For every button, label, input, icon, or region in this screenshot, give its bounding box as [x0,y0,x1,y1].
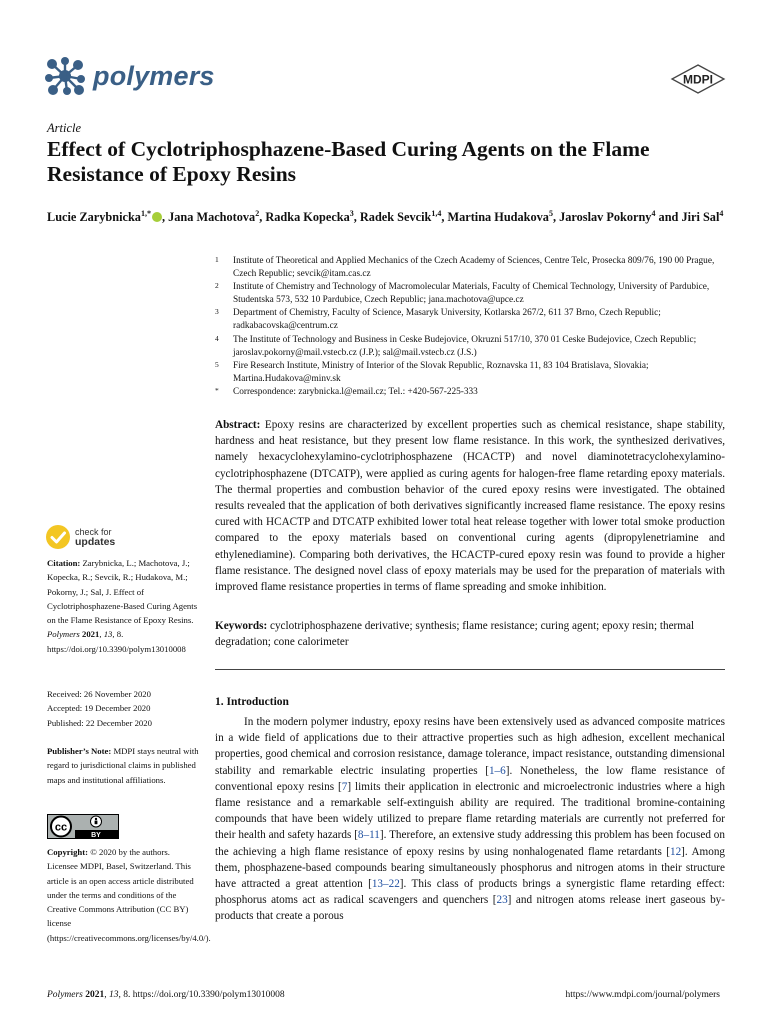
check-updates-line1: check for [75,527,112,537]
intro-text: ] limits their application in electronic and microelectronic industries where a high flame resistance and a remarkable self-extinguish ability are required. The traditional bromine-containing compounds that have been widely utilized to prepare flame retarding materials are currently not preferred for their health and safety hazards [ [215,780,725,842]
author-affiliation-marker: 4 [651,209,656,218]
section-heading: 1. Introduction [215,696,289,708]
cc-by-license-icon[interactable] [47,814,119,839]
author-name[interactable]: Lucie Zarybnicka [47,210,141,225]
polymers-molecule-icon [43,56,87,96]
copyright-text: © 2020 by the authors. Licensee MDPI, Basel, Switzerland. This article is an open access article distributed under the terms and conditions of the Creative Commons Attribution (CC BY) license (https://creativecommons.org/licenses/by/4.0/). [47,847,211,943]
affiliation-number: 2 [215,281,219,291]
publisher-note-label: Publisher’s Note: [47,746,112,756]
affiliation-text: Fire Research Institute, Ministry of Interior of the Slovak Republic, Roznavska 11, 83 104 Bratislava, Slovakia; Martina.Hudakova@minv.sk [233,360,649,384]
check-for-updates-badge[interactable] [45,524,115,550]
intro-paragraph [215,714,725,925]
author-affiliation-marker: 1,4 [431,209,442,218]
abstract [215,417,725,595]
abstract-text: Epoxy resins are characterized by excellent properties such as chemical resistance, shape stability, hardness and heat resistance, but they present low flame resistance. In this work, the synthesized derivatives, namely hexacyclohexylamino-cyclotriphosphazene (HCACTP) and novel diaminotetracyclohexylamino-cyclotriphosphazene (DTCATP), were applied as curing agents for halogen-free flame retarding epoxy materials. The thermal properties and combustion behavior of the cured epoxy resins were investigated. The obtained results revealed that the application of both derivatives significantly increased flame resistance. The epoxy resins cured with HCACTP and DTCATP exhibited lower total heat release together with lower total smoke production compared to the epoxy materials based on conventional curing agents (dipropylenetriamine and ethylenediamine). Comparing both derivatives, the HCACTP-cured epoxy resin was found to provide a higher flame resistance. The designed novel class of epoxy materials may be used for the preparation of materials with improved flame resistance properties in terms of flame spreading and smoke inhibition. [215,419,725,594]
intro-text: ]. Among them, phosphazene-based compounds bearing simultaneously phosphorus and nitrogen atoms in their structure have attracted a great attention [ [215,845,726,891]
intro-text: ]. This class of products brings a synergistic flame retarding effect: phosphorus atoms act as radical scavengers and quenchers [ [215,878,726,907]
citation-year: 2021 [81,629,100,640]
keywords-text: cyclotriphosphazene derivative; synthesis; flame resistance; curing agent; epoxy resin; thermal degradation; cone calorimeter [215,620,695,649]
affiliation-text: Department of Chemistry, Faculty of Science, Masaryk University, Kotlarska 267/2, 611 37 Brno, Czech Republic; radkabacovska@centrum.cz [233,308,661,332]
author-name[interactable]: Jana Machotova [168,210,256,225]
affiliation-item [215,334,725,360]
journal-logo[interactable] [43,56,215,96]
copyright-label: Copyright: [47,847,89,857]
citation-doi[interactable]: , 8. https://doi.org/10.3390/polym13010008 [47,629,186,654]
affiliation-list [215,255,725,399]
author-affiliation-marker: 1,* [140,209,151,218]
mdpi-logo-icon[interactable] [669,64,727,94]
citation-text: Zarybnicka, L.; Machotova, J.; Kopecka, R.; Sevcik, R.; Hudakova, M.; Pokorny, J.; Sal, J. Effect of Cyclotriphosphazene-Based Curing Agents on the Flame Resistance of Epoxy Resins. [47,558,198,626]
journal-name: polymers [93,60,215,91]
affiliation-item [215,255,725,281]
author-list: Lucie Zarybnicka$^{1,*}$ , Jana Machotova$^2$, Radka Kopecka$^3$, Radek Sevcik$^{1,4}$, Martina Hudakova$^5$, Jaroslav Pokorny$^4$ and Jiri Sal$^4$ [47,209,724,225]
affiliation-text: Correspondence: zarybnicka.l@email.cz; Tel.: +420-567-225-333 [233,386,478,397]
affiliation-number: 5 [215,359,219,369]
published-date: Published: 22 December 2020 [47,717,152,728]
cc-label: cc [54,821,68,834]
author-affiliation-marker: 5 [548,209,553,218]
author-name[interactable]: Martina Hudakova [447,210,549,225]
affiliation-text: Institute of Chemistry and Technology of Macromolecular Materials, Faculty of Chemical Technology, University of Pardubice, Studentska 573, 532 10 Pardubice, Czech Republic; jana.machotova@upce.cz [233,282,710,306]
author-name[interactable]: Radek Sevcik [359,210,432,225]
reference-link[interactable]: 1–6 [488,764,506,777]
affiliation-item [215,386,725,399]
cc-by-label: BY [91,832,101,839]
citation-block: Citation: Zarybnicka, L.; Machotova, J.; Kopecka, R.; Sevcik, R.; Hudakova, M.; Pokorny, J.; Sal, J. Effect of Cyclotriphosphazene-Based Curing Agents on the Flame Resistance of Epoxy Resins. Polymers 2021, 13, 8. https://doi.org/10.3390/polym13010008 [47,558,198,654]
affiliation-number: 3 [215,307,219,317]
author-affiliation-marker: 3 [349,209,354,218]
citation-journal: Polymers [47,629,80,640]
section-divider [215,669,725,670]
keywords-label: Keywords: [215,620,268,632]
footer-volume: 13 [109,990,119,1000]
intro-text: ]. Nonetheless, the low flame resistance of conventional epoxy resins [ [215,764,726,793]
intro-text: ] and nitrogen atoms release inert gaseous by-products that create a porous [215,894,725,923]
reference-link[interactable]: 23 [496,894,508,907]
publisher-text: MDPI [683,72,713,87]
publisher-note [47,744,202,787]
affiliation-number: 4 [215,333,219,343]
keywords [215,618,725,650]
author-name[interactable]: Jiri Sal [681,210,720,225]
footer-journal: Polymers [47,990,83,1000]
orcid-icon[interactable] [152,212,162,222]
abstract-label: Abstract: [215,419,261,431]
author-name[interactable]: Radka Kopecka [265,210,350,225]
footer-doi[interactable]: , 8. https://doi.org/10.3390/polym13010008 [118,990,285,1000]
reference-link[interactable]: 13–22 [371,878,400,891]
citation-label: Citation: [47,558,81,568]
affiliation-item [215,307,725,333]
article-title: Effect of Cyclotriphosphazene-Based Curing Agents on the Flame Resistance of Epoxy Resins [47,137,650,186]
affiliation-item [215,360,725,386]
check-updates-line2: updates [75,536,116,548]
footer-year: 2021 [85,990,105,1000]
intro-text: In the modern polymer industry, epoxy resins have been extensively used as advanced composite matrices in a wide field of applications due to their attractive properties such as high adhesion, excellent mechanical properties, good chemical and corrosion resistance, damage tolerance, impact resistance, outstanding dimensional stability and remarkable electric insulating properties [ [215,716,725,777]
footer-citation: Polymers 2021, 13, 8. https://doi.org/10.3390/polym13010008 [47,990,285,1000]
affiliation-number: * [215,385,219,395]
reference-link[interactable]: 12 [669,845,682,858]
reference-link[interactable]: 8–11 [357,829,380,842]
dates-block [47,687,202,730]
check-for-updates-icon [45,524,71,550]
affiliation-number: 1 [215,255,219,264]
author-affiliation-marker: 4 [719,209,724,218]
footer-journal-url[interactable]: https://www.mdpi.com/journal/polymers [565,990,720,1000]
copyright-block [47,845,211,945]
affiliation-text: Institute of Theoretical and Applied Mechanics of the Czech Academy of Sciences, Centre Telc, Prosecka 809/76, 190 00 Prague, Czech Republic; sevcik@itam.cas.cz [233,256,715,280]
publisher-note-text: MDPI stays neutral with regard to jurisdictional claims in published maps and institutional affiliations. [47,746,199,785]
accepted-date: Accepted: 19 December 2020 [47,703,151,714]
author-name[interactable]: Jaroslav Pokorny [559,210,652,225]
affiliation-item [215,281,725,307]
citation-volume: 13 [103,629,113,640]
received-date: Received: 26 November 2020 [47,689,151,699]
intro-text: ]. Therefore, an extensive study addressing this problem has been focused on the achieving a high flame resistance of epoxy resins by using nonhalogenated flame retardants [ [215,829,725,858]
author-affiliation-marker: 2 [255,209,260,218]
affiliation-text: The Institute of Technology and Business in Ceske Budejovice, Okruzni 517/10, 370 01 Ceske Budejovice, Czech Republic; jaroslav.pokorny@mail.vstecb.cz (J.P.); sal@mail.vstecb.cz (J.S.) [233,334,697,358]
reference-link[interactable]: 7 [341,780,348,793]
article-type: Article [47,121,82,135]
